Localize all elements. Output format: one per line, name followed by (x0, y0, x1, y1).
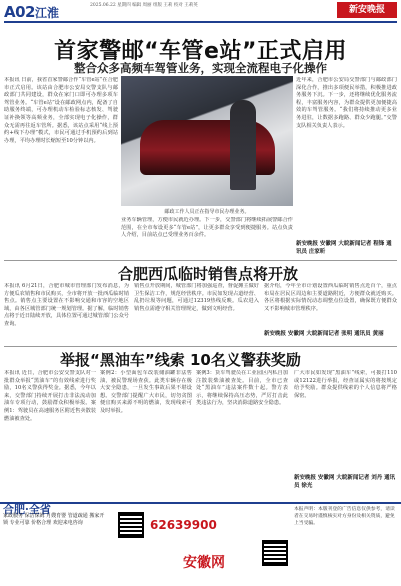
story3-column-2: 案例2：小型面包车改装储油罐非法售油，被民警现场查获。此类车辆存在极大安全隐患，一旦发生事故后果不堪设想。交警部门提醒广大市民，切勿贪图便宜购买来源不明的燃油，发现线索可及时举报。 (100, 370, 192, 414)
page-number: A02 (4, 3, 35, 21)
story2-column-2: 销售点开放期间，城管部门将加强巡查，督促摊主做好卫生保洁工作，规范经营秩序。市民如发现占道经营、乱扔垃圾等问题，可通过12319热线反映。瓜农进入销售点需遵守相关管理规定，做到文明经营。 (134, 283, 259, 312)
section-title: 江淮 (35, 6, 60, 20)
qr-code-icon (118, 512, 144, 538)
qr-code-icon-2 (262, 540, 288, 566)
ad-right-text: 本报声明：本版刊登的广告信息仅供参考，请读者在交易时谨慎核实对方身份及相关资质，避免上当受骗。 (294, 507, 395, 526)
story1-column-3: 业务车辆管理，方便市民就近办理。下一步，交警部门将继续拓展警邮合作范围，在全市布设更多“车管e站”，让更多群众享受到便捷服务。站点负责人介绍，目前站点已受理业务百余件。 (121, 217, 293, 239)
story3-reporter: 新安晚报 安徽网 大皖新闻记者 刘丹 通讯员 徐光 (294, 475, 396, 489)
issue-meta: 2025.06.22 星期四 编辑 周丽 组版 王莉 校对 王莉英 (90, 3, 198, 8)
story1-headline: 首家警邮“车管e站”正式启用 (54, 39, 347, 64)
ad-left-title: 合肥·全省 (3, 503, 51, 516)
ad-brand: 安徽网 (183, 555, 225, 571)
story1-reporter: 新安晚报 安徽网 大皖新闻记者 程锋 通讯员 庄家昕 (296, 241, 392, 255)
header-rule (4, 21, 397, 23)
ad-left (3, 503, 109, 580)
story2-headline: 合肥西瓜临时销售点将开放 (118, 265, 299, 283)
story1-caption: 邮政工作人员正在指导市民办理业务。 (164, 209, 250, 215)
story3-column-3: 案例3：货车驾驶员在工业园区内私自加注散装柴油被查处。目前，全市已查处“黑油车”违法案件数十起。警方表示，将继续保持高压态势，严厉打击此类违法行为，坚决消除道路安全隐患。 (196, 370, 288, 407)
story3-notice: 广大市民如发现“黑油车”线索，可拨打110或12122进行举报，经查证属实的将按规定给予奖励。群众提供线索的个人信息将严格保密。 (294, 370, 397, 399)
photo-person (230, 100, 256, 190)
story2-reporter: 新安晚报 安徽网 大皖新闻记者 张明 通讯员 黄丽 (264, 331, 384, 337)
story3-headline: 举报“黑油车”线索 10名义警获奖励 (60, 351, 301, 369)
story3-column-1: 本报讯 近日，合肥市公安交警支队对一批群众举报“黑油车”的有效线索进行奖励，10名义警获得奖金。据悉，今年以来，交警部门持续开展打击非法流动加油车专项行动，鼓励群众积极举报。案例1：驾驶员在高速服务区附近售卖散装燃油被查处。 (4, 370, 96, 422)
story2-column-1: 本报讯 6月21日，合肥市城市管理部门发布消息，为方便瓜农销售和市民购买，全市将开放一批西瓜临时销售点。销售点主要设置在不影响交通和市容的空地区域，由各区城管部门统一规划管理。据了解，临时销售点将于近日陆续开放，具体位置可通过城管部门公众号查询。 (4, 283, 129, 327)
divider-1 (4, 260, 397, 261)
story2-column-3: 据介绍，今年全市计划设置西瓜临时销售点近百个，重点布局在居民区周边和主要道路附近，方便群众就近购买。各区将根据实际情况动态调整点位设置，确保既方便群众又不影响城市管理秩序。 (264, 283, 397, 312)
divider-2 (4, 346, 397, 347)
ad-phone: 62639900 (150, 518, 217, 532)
story1-subhead: 整合众多高频车驾管业务，实现全流程电子化操作 (74, 61, 327, 75)
story1-column-4: 近年来，合肥市公安局交警部门与邮政部门深化合作，推出多项便民举措，积极推进政务服务下沉。下一步，还将继续优化服务流程，丰富服务内容，为群众提供更加便捷高效的车驾管服务。“我们将持续推动更多业务进驻，让数据多跑路、群众少跑腿。”交警支队相关负责人表示。 (296, 77, 397, 129)
story1-column-1: 本报讯 日前，我省首家警邮合作“车管e站”在合肥市正式启用。该站由合肥市公安局交警支队与邮政部门共同建设，群众在家门口即可办理多项车驾管业务。“车管e站”设在邮政网点内，配备了自助服务终端，可办理机动车检验标志核发、驾驶证补换领等高频业务，全部实现电子化操作，群众无需再往返车管所。据悉，该站点采用“线上预约+线下办理”模式，市民可通过手机预约后到站办理，平均办理时长缩短至10分钟以内。 (4, 77, 118, 144)
ad-left-text: 家政服务 保洁保姆 月嫂育婴 管道疏通 搬家开锁 专业可靠 价格合理 欢迎来电咨询 (3, 513, 105, 526)
newspaper-logo: 新安晚报 (337, 2, 397, 18)
